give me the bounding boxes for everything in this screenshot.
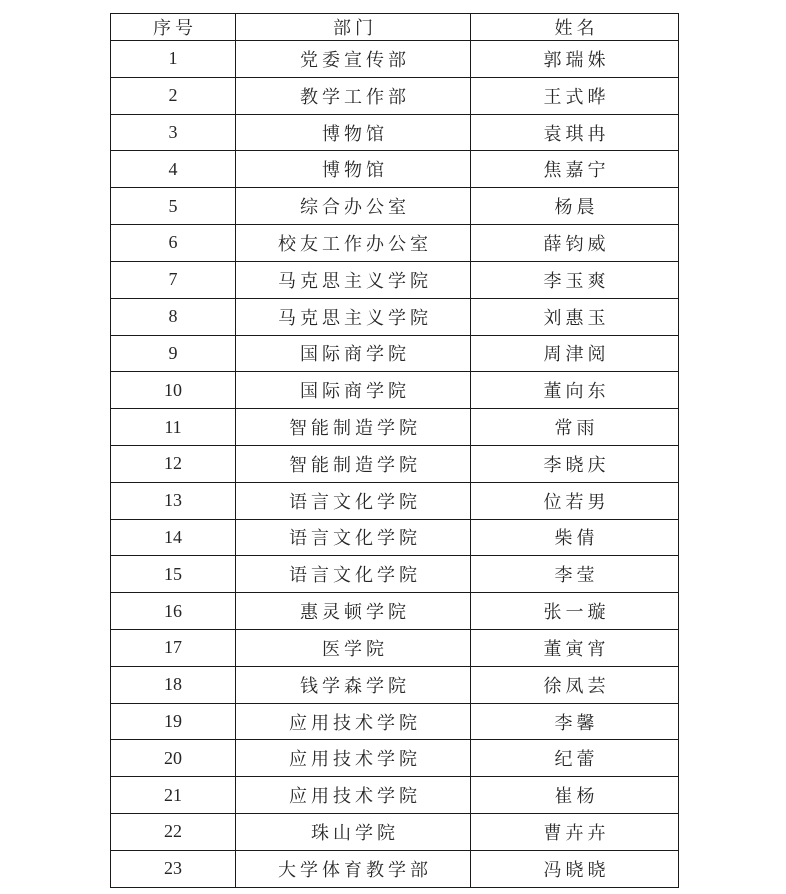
cell-name: 袁琪冉 — [471, 114, 679, 151]
cell-name: 刘惠玉 — [471, 298, 679, 335]
table-row — [111, 482, 679, 519]
table-row — [111, 77, 679, 114]
cell-name: 焦嘉宁 — [471, 151, 679, 188]
table-row — [111, 335, 679, 372]
table-row — [111, 556, 679, 593]
cell-index: 19 — [111, 703, 236, 740]
cell-department: 马克思主义学院 — [236, 298, 471, 335]
cell-department: 智能制造学院 — [236, 409, 471, 446]
cell-index: 8 — [111, 298, 236, 335]
cell-index: 10 — [111, 372, 236, 409]
cell-name: 杨晨 — [471, 188, 679, 225]
cell-name: 崔杨 — [471, 777, 679, 814]
table-row — [111, 151, 679, 188]
table-row — [111, 188, 679, 225]
header-cell-index: 序号 — [111, 14, 236, 41]
header-cell-department: 部门 — [236, 14, 471, 41]
table-row — [111, 225, 679, 262]
cell-name: 柴倩 — [471, 519, 679, 556]
table-row — [111, 740, 679, 777]
table-row — [111, 519, 679, 556]
cell-department: 珠山学院 — [236, 814, 471, 851]
cell-index: 14 — [111, 519, 236, 556]
cell-name: 周津阅 — [471, 335, 679, 372]
cell-index: 9 — [111, 335, 236, 372]
table-header — [111, 14, 679, 41]
cell-name: 郭瑞姝 — [471, 41, 679, 78]
cell-index: 3 — [111, 114, 236, 151]
cell-department: 教学工作部 — [236, 77, 471, 114]
cell-department: 钱学森学院 — [236, 666, 471, 703]
cell-department: 语言文化学院 — [236, 556, 471, 593]
cell-department: 应用技术学院 — [236, 703, 471, 740]
cell-index: 21 — [111, 777, 236, 814]
header-row — [111, 14, 679, 41]
table-row — [111, 630, 679, 667]
table-row — [111, 593, 679, 630]
cell-name: 李玉爽 — [471, 261, 679, 298]
cell-department: 医学院 — [236, 630, 471, 667]
cell-department: 大学体育教学部 — [236, 850, 471, 887]
cell-department: 智能制造学院 — [236, 445, 471, 482]
cell-department: 语言文化学院 — [236, 482, 471, 519]
table-body — [111, 41, 679, 888]
cell-index: 1 — [111, 41, 236, 78]
cell-index: 16 — [111, 593, 236, 630]
cell-index: 5 — [111, 188, 236, 225]
table-row — [111, 814, 679, 851]
cell-name: 张一璇 — [471, 593, 679, 630]
cell-index: 17 — [111, 630, 236, 667]
cell-index: 4 — [111, 151, 236, 188]
cell-index: 6 — [111, 225, 236, 262]
table-row — [111, 114, 679, 151]
cell-name: 薛钧威 — [471, 225, 679, 262]
cell-name: 冯晓晓 — [471, 850, 679, 887]
cell-name: 李莹 — [471, 556, 679, 593]
cell-index: 11 — [111, 409, 236, 446]
cell-index: 12 — [111, 445, 236, 482]
cell-index: 15 — [111, 556, 236, 593]
cell-department: 国际商学院 — [236, 335, 471, 372]
cell-index: 18 — [111, 666, 236, 703]
table-row — [111, 703, 679, 740]
cell-name: 常雨 — [471, 409, 679, 446]
cell-department: 应用技术学院 — [236, 777, 471, 814]
staff-table — [110, 13, 679, 888]
cell-department: 校友工作办公室 — [236, 225, 471, 262]
table-row — [111, 850, 679, 887]
cell-department: 马克思主义学院 — [236, 261, 471, 298]
cell-name: 王式晔 — [471, 77, 679, 114]
table-row — [111, 777, 679, 814]
table-row — [111, 445, 679, 482]
table-row — [111, 41, 679, 78]
cell-department: 博物馆 — [236, 151, 471, 188]
cell-department: 惠灵顿学院 — [236, 593, 471, 630]
table-row — [111, 261, 679, 298]
cell-name: 位若男 — [471, 482, 679, 519]
cell-department: 应用技术学院 — [236, 740, 471, 777]
table-row — [111, 666, 679, 703]
cell-name: 纪蕾 — [471, 740, 679, 777]
cell-index: 2 — [111, 77, 236, 114]
cell-department: 语言文化学院 — [236, 519, 471, 556]
cell-name: 李馨 — [471, 703, 679, 740]
cell-index: 7 — [111, 261, 236, 298]
cell-department: 综合办公室 — [236, 188, 471, 225]
cell-department: 国际商学院 — [236, 372, 471, 409]
table-row — [111, 372, 679, 409]
cell-index: 13 — [111, 482, 236, 519]
cell-name: 董寅宵 — [471, 630, 679, 667]
cell-department: 博物馆 — [236, 114, 471, 151]
cell-name: 董向东 — [471, 372, 679, 409]
cell-name: 曹卉卉 — [471, 814, 679, 851]
cell-name: 李晓庆 — [471, 445, 679, 482]
cell-department: 党委宣传部 — [236, 41, 471, 78]
cell-name: 徐凤芸 — [471, 666, 679, 703]
cell-index: 22 — [111, 814, 236, 851]
table-row — [111, 409, 679, 446]
cell-index: 20 — [111, 740, 236, 777]
header-cell-name: 姓名 — [471, 14, 679, 41]
table-row — [111, 298, 679, 335]
cell-index: 23 — [111, 850, 236, 887]
